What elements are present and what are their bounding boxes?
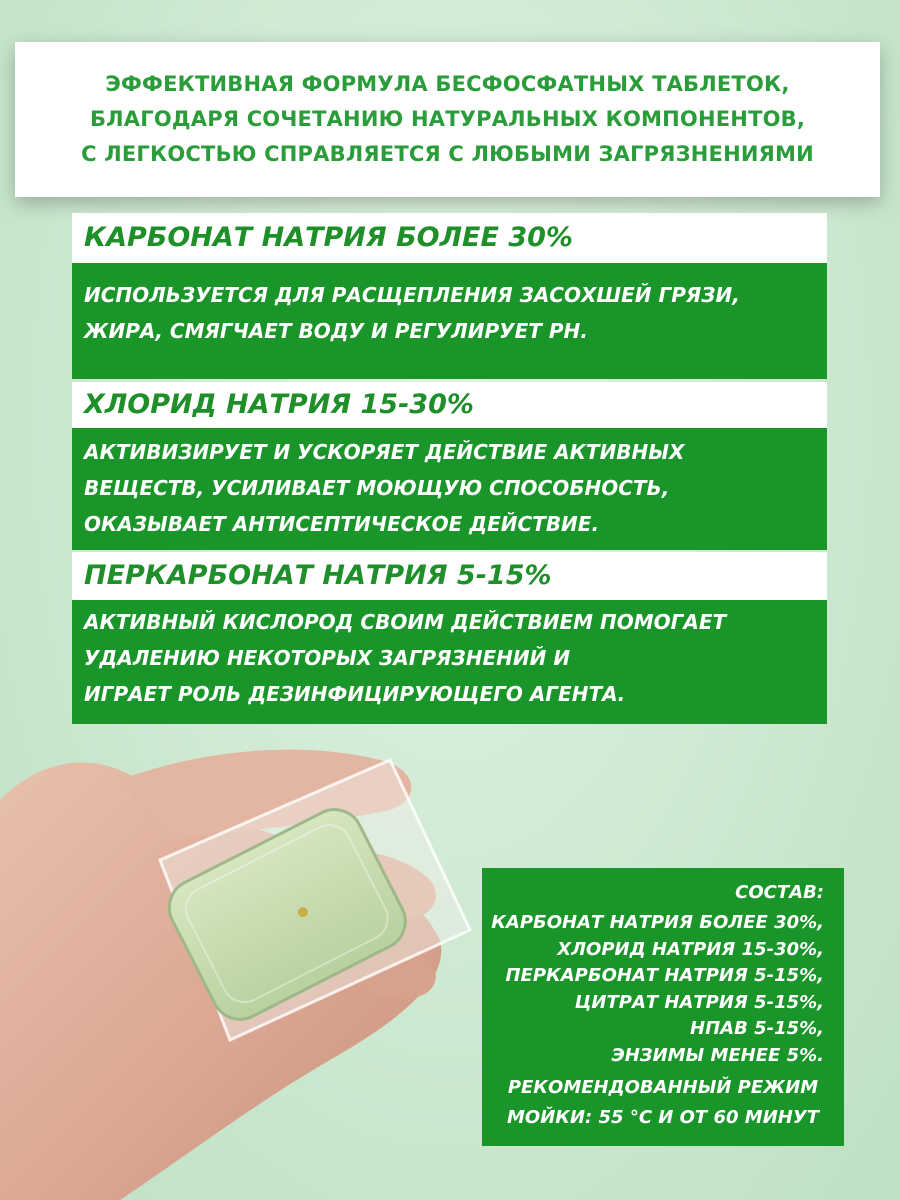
composition-box bbox=[482, 868, 844, 1146]
composition-item: ЭНЗИМЫ МЕНЕЕ 5%. bbox=[611, 1044, 824, 1066]
section-description bbox=[72, 428, 827, 550]
composition-item: ПЕРКАРБОНАТ НАТРИЯ 5-15%, bbox=[505, 965, 824, 986]
description-line: ВЕЩЕСТВ, УСИЛИВАЕТ МОЮЩУЮ СПОСОБНОСТЬ, bbox=[84, 476, 670, 500]
header-line: БЛАГОДАРЯ СОЧЕТАНИЮ НАТУРАЛЬНЫХ КОМПОНЕНТОВ, bbox=[89, 107, 806, 131]
section-sodium-chloride bbox=[72, 382, 827, 550]
header-line: С ЛЕГКОСТЬЮ СПРАВЛЯЕТСЯ С ЛЮБЫМИ ЗАГРЯЗНЕНИЯМИ bbox=[81, 142, 814, 166]
description-line: ИСПОЛЬЗУЕТСЯ ДЛЯ РАСЩЕПЛЕНИЯ ЗАСОХШЕЙ ГРЯЗИ, bbox=[84, 283, 740, 307]
description-line: ОКАЗЫВАЕТ АНТИСЕПТИЧЕСКОЕ ДЕЙСТВИЕ. bbox=[84, 512, 600, 536]
description-line: АКТИВИЗИРУЕТ И УСКОРЯЕТ ДЕЙСТВИЕ АКТИВНЫХ bbox=[84, 440, 685, 464]
composition-item: ХЛОРИД НАТРИЯ 15-30%, bbox=[557, 938, 824, 960]
composition-item: НПАВ 5-15%, bbox=[690, 1018, 824, 1039]
section-description bbox=[72, 600, 827, 724]
section-sodium-carbonate bbox=[72, 213, 827, 379]
section-title: ХЛОРИД НАТРИЯ 15-30% bbox=[72, 382, 827, 428]
header-banner bbox=[15, 42, 880, 197]
section-title: ПЕРКАРБОНАТ НАТРИЯ 5-15% bbox=[72, 552, 827, 600]
section-description bbox=[72, 263, 827, 379]
mode-line: МОЙКИ: 55 °С И ОТ 60 МИНУТ bbox=[506, 1107, 819, 1128]
mode-line: РЕКОМЕНДОВАННЫЙ РЕЖИМ bbox=[507, 1077, 819, 1098]
header-line: ЭФФЕКТИВНАЯ ФОРМУЛА БЕСФОСФАТНЫХ ТАБЛЕТОК, bbox=[105, 72, 790, 96]
section-title: КАРБОНАТ НАТРИЯ БОЛЕЕ 30% bbox=[72, 213, 827, 263]
description-line: АКТИВНЫЙ КИСЛОРОД СВОИМ ДЕЙСТВИЕМ ПОМОГАЕТ bbox=[84, 610, 727, 634]
hand-holding-tablet-photo bbox=[0, 740, 560, 1200]
composition-item: КАРБОНАТ НАТРИЯ БОЛЕЕ 30%, bbox=[491, 912, 824, 933]
composition-list bbox=[491, 910, 824, 1069]
description-line: ЖИРА, СМЯГЧАЕТ ВОДУ И РЕГУЛИРУЕТ PH. bbox=[84, 319, 588, 343]
description-line: ИГРАЕТ РОЛЬ ДЕЗИНФИЦИРУЮЩЕГО АГЕНТА. bbox=[84, 682, 626, 706]
section-sodium-percarbonate bbox=[72, 552, 827, 724]
composition-item: ЦИТРАТ НАТРИЯ 5-15%, bbox=[574, 991, 824, 1013]
description-line: УДАЛЕНИЮ НЕКОТОРЫХ ЗАГРЯЗНЕНИЙ И bbox=[84, 646, 571, 670]
composition-title: СОСТАВ: bbox=[735, 882, 824, 903]
recommended-mode bbox=[482, 1073, 844, 1133]
header-text bbox=[81, 67, 814, 172]
